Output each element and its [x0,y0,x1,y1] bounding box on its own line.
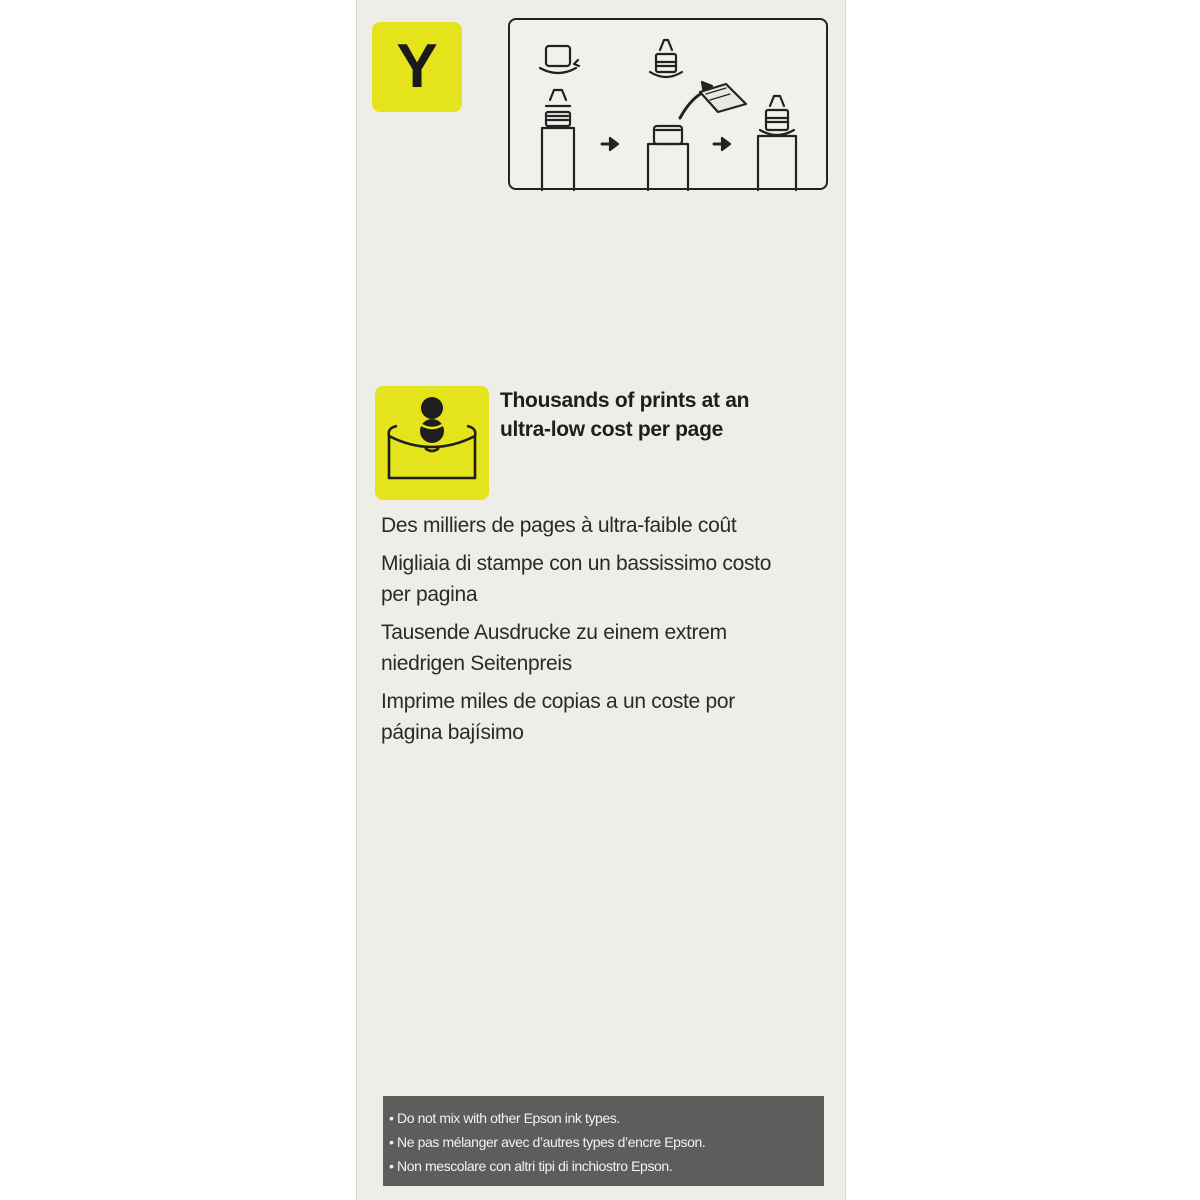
translation-it-line-1: Migliaia di stampe con un bassissimo costo [381,552,772,575]
yellow-color-badge [372,22,462,112]
warning-french: • Ne pas mélanger avec d’autres types d’encre Epson. [389,1134,706,1150]
translation-french [381,510,821,541]
refill-instructions-panel [508,18,828,190]
translation-it-line-2: per pagina [381,583,478,606]
feature-translations [381,510,821,755]
translation-italian [381,548,821,610]
feature-headline [500,386,800,444]
translation-de-line-2: niedrigen Seitenpreis [381,652,572,675]
badge-letter: Y [396,32,438,101]
ink-mixing-warning [383,1096,824,1186]
headline-line-1: Thousands of prints at an [500,389,750,412]
bottle-refill-steps-icon [510,20,830,192]
translation-es-line-2: página bajísimo [381,721,524,744]
translation-es-line-1: Imprime miles de copias a un coste por [381,690,735,713]
translation-german [381,617,821,679]
translation-spanish [381,686,821,748]
translation-de-line-1: Tausende Ausdrucke zu einem extrem [381,621,727,644]
translation-fr-text: Des milliers de pages à ultra-faible coût [381,514,737,537]
warning-italian: • Non mescolare con altri tipi di inchiostro Epson. [389,1158,673,1174]
headline-line-2: ultra-low cost per page [500,418,723,441]
ink-tank-drops-icon [375,386,489,500]
warning-english: • Do not mix with other Epson ink types. [389,1110,620,1126]
